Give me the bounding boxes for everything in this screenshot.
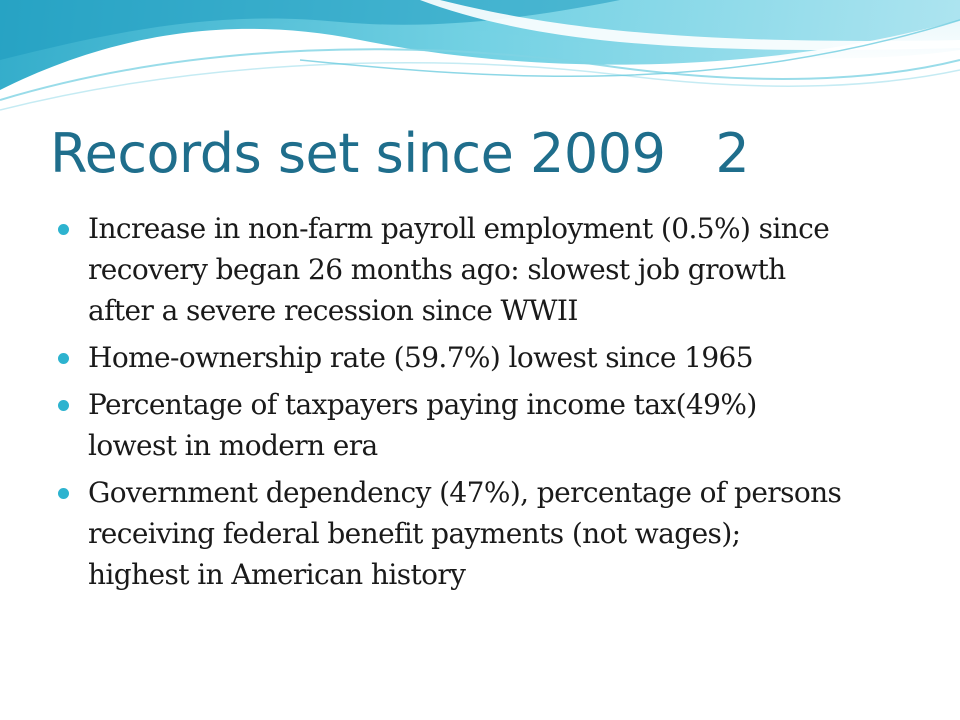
bullet-dot-icon — [58, 353, 69, 364]
bullet-line: lowest in modern era — [88, 429, 378, 462]
bullet-item — [58, 337, 928, 378]
bullet-line: Percentage of taxpayers paying income tax(49%) — [88, 388, 757, 421]
bullet-line: Increase in non-farm payroll employment (0.5%) since — [88, 212, 830, 245]
slide-title: Records set since 2009 2 — [50, 122, 750, 185]
wave-line-2 — [0, 63, 960, 110]
bullet-item — [58, 472, 928, 595]
bullet-dot-icon — [58, 400, 69, 411]
bullet-line: Government dependency (47%), percentage of persons — [88, 476, 842, 509]
bullet-list — [58, 208, 928, 601]
bullet-dot-icon — [58, 488, 69, 499]
bullet-line: receiving federal benefit payments (not wages); — [88, 517, 741, 550]
bullet-line: after a severe recession since WWII — [88, 294, 578, 327]
bullet-item — [58, 384, 928, 466]
bullet-dot-icon — [58, 224, 69, 235]
bullet-line: recovery began 26 months ago: slowest job growth — [88, 253, 786, 286]
bullet-item — [58, 208, 928, 331]
bullet-line: highest in American history — [88, 558, 466, 591]
bullet-line: Home-ownership rate (59.7%) lowest since 1965 — [88, 341, 753, 374]
